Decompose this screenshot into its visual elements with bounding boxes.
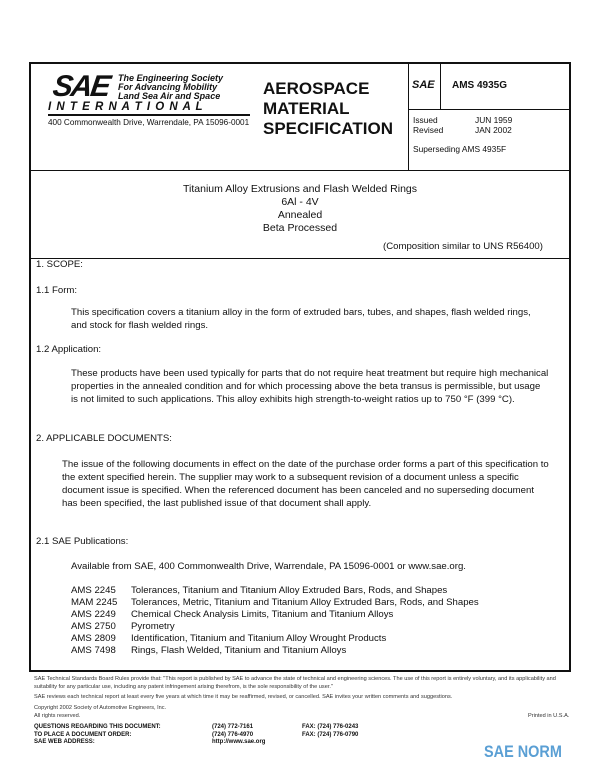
sae-tagline: [118, 74, 223, 101]
ref-title: Identification, Titanium and Titanium Alloy Wrought Products: [131, 633, 387, 644]
reference-item: [71, 609, 479, 621]
tagline-line: For Advancing Mobility: [118, 82, 218, 92]
issued-date: JUN 1959: [475, 115, 513, 125]
web-address[interactable]: http://www.sae.org: [212, 739, 266, 745]
ref-number: AMS 2809: [71, 633, 116, 644]
review-notice: SAE reviews each technical report at least every five years at which time it may be reaffirmed, revised, or cancelled. SAE invites your written comments and suggestions.: [34, 694, 453, 700]
section-2-1-text: Available from SAE, 400 Commonwealth Drive, Warrendale, PA 15096-0001 or www.sae.org.: [71, 561, 466, 572]
divider: [29, 258, 571, 259]
contact-label: SAE WEB ADDRESS:: [34, 739, 95, 745]
doc-type-line: MATERIAL: [263, 99, 350, 118]
contact-label: TO PLACE A DOCUMENT ORDER:: [34, 731, 132, 738]
sae-rules-notice: SAE Technical Standards Board Rules provide that: "This report is published by SAE to advance the state of technical and engineering sciences. The use of this report is entirely voluntary, and its applicability and suitability for any particular use, including any patent infringement arising therefrom, is the sole responsibility of the user.": [34, 676, 556, 690]
section-2-heading: 2. APPLICABLE DOCUMENTS:: [36, 433, 172, 444]
section-1-heading: 1. SCOPE:: [36, 259, 83, 270]
reference-item: [71, 633, 479, 645]
sae-norm-watermark: SAE NORM: [484, 742, 562, 761]
section-1-1-text: This specification covers a titanium alloy in the form of extruded bars, tubes, and shapes, flash welded rings, and stock for flash welded rings.: [71, 307, 531, 331]
divider: [408, 109, 571, 110]
ref-number: AMS 7498: [71, 645, 116, 656]
reference-item: [71, 621, 479, 633]
contact-row: [34, 739, 358, 747]
reference-item: [71, 645, 479, 657]
sae-small-logo: SAE: [412, 79, 435, 91]
reference-item: [71, 597, 479, 609]
printed-in: Printed in U.S.A.: [528, 713, 570, 719]
reference-list: [71, 585, 479, 657]
doc-type-line: SPECIFICATION: [263, 119, 394, 138]
section-2-1-heading: 2.1 SAE Publications:: [36, 536, 129, 547]
ref-title: Rings, Flash Welded, Titanium and Titanium Alloys: [131, 645, 347, 656]
doc-type-line: AEROSPACE: [263, 79, 370, 98]
ref-title: Tolerances, Titanium and Titanium Alloy Extruded Bars, Rods, and Shapes: [131, 585, 448, 596]
reference-item: [71, 585, 479, 597]
title-line: Beta Processed: [262, 222, 338, 234]
title-line: 6Al - 4V: [281, 196, 319, 208]
tagline-line: The Engineering Society: [118, 73, 224, 83]
sae-logo: SAE: [50, 70, 112, 103]
divider: [440, 62, 441, 109]
document-title: [29, 183, 571, 235]
composition-note: (Composition similar to UNS R56400): [383, 241, 543, 252]
section-1-2-heading: 1.2 Application:: [36, 344, 102, 355]
ref-title: Pyrometry: [131, 621, 175, 632]
divider: [408, 62, 409, 170]
ref-title: Chemical Check Analysis Limits, Titanium and Titanium Alloys: [131, 609, 394, 620]
contact-label: QUESTIONS REGARDING THIS DOCUMENT:: [34, 724, 161, 730]
title-line: Titanium Alloy Extrusions and Flash Welded Rings: [182, 183, 418, 195]
international-label: I N T E R N A T I O N A L: [48, 101, 204, 113]
divider: [29, 170, 571, 171]
rights-reserved: All rights reserved.: [34, 713, 81, 719]
contact-table: [34, 724, 358, 747]
document-type: [263, 79, 393, 139]
section-1-1-heading: 1.1 Form:: [36, 285, 78, 296]
revised-date: JAN 2002: [475, 125, 512, 135]
ref-number: MAM 2245: [71, 597, 118, 608]
contact-phone: (724) 776-4970: [212, 731, 254, 738]
section-2-text: The issue of the following documents in effect on the date of the purchase order forms a part of this specification to the extent specified herein. The supplier may work to a subsequent revision of a document unless a specific document issue is specified. When the referenced document has been canceled and no superseding document has been specified, the last published issue of that document shall apply.: [62, 459, 549, 509]
issued-label: Issued: [413, 115, 438, 125]
ref-number: AMS 2245: [71, 585, 116, 596]
contact-row: [34, 724, 358, 732]
sae-address: 400 Commonwealth Drive, Warrendale, PA 15096-0001: [48, 118, 250, 127]
section-1-2-text: These products have been used typically for parts that do not require heat treatment but require high mechanical properties in the annealed condition and for which processing above the beta transus is permissible, but usage is not limited to such applications. This alloy exhibits high strength-to-weight ratios up to 750 °F (399 °C).: [71, 368, 549, 405]
contact-fax: FAX: (724) 776-0790: [302, 731, 359, 738]
contact-row: [34, 732, 358, 740]
title-line: Annealed: [277, 209, 323, 221]
superseding: Superseding AMS 4935F: [413, 144, 507, 154]
ref-number: AMS 2750: [71, 621, 116, 632]
ref-number: AMS 2249: [71, 609, 116, 620]
contact-phone: (724) 772-7161: [212, 724, 254, 730]
document-number: AMS 4935G: [452, 80, 508, 91]
copyright: Copyright 2002 Society of Automotive Engineers, Inc.: [34, 705, 167, 711]
tagline-line: Land Sea Air and Space: [118, 91, 221, 101]
contact-fax: FAX: (724) 776-0243: [302, 724, 359, 730]
ref-title: Tolerances, Metric, Titanium and Titanium Alloy Extruded Bars, Rods, and Shapes: [131, 597, 479, 608]
revised-label: Revised: [413, 125, 444, 135]
